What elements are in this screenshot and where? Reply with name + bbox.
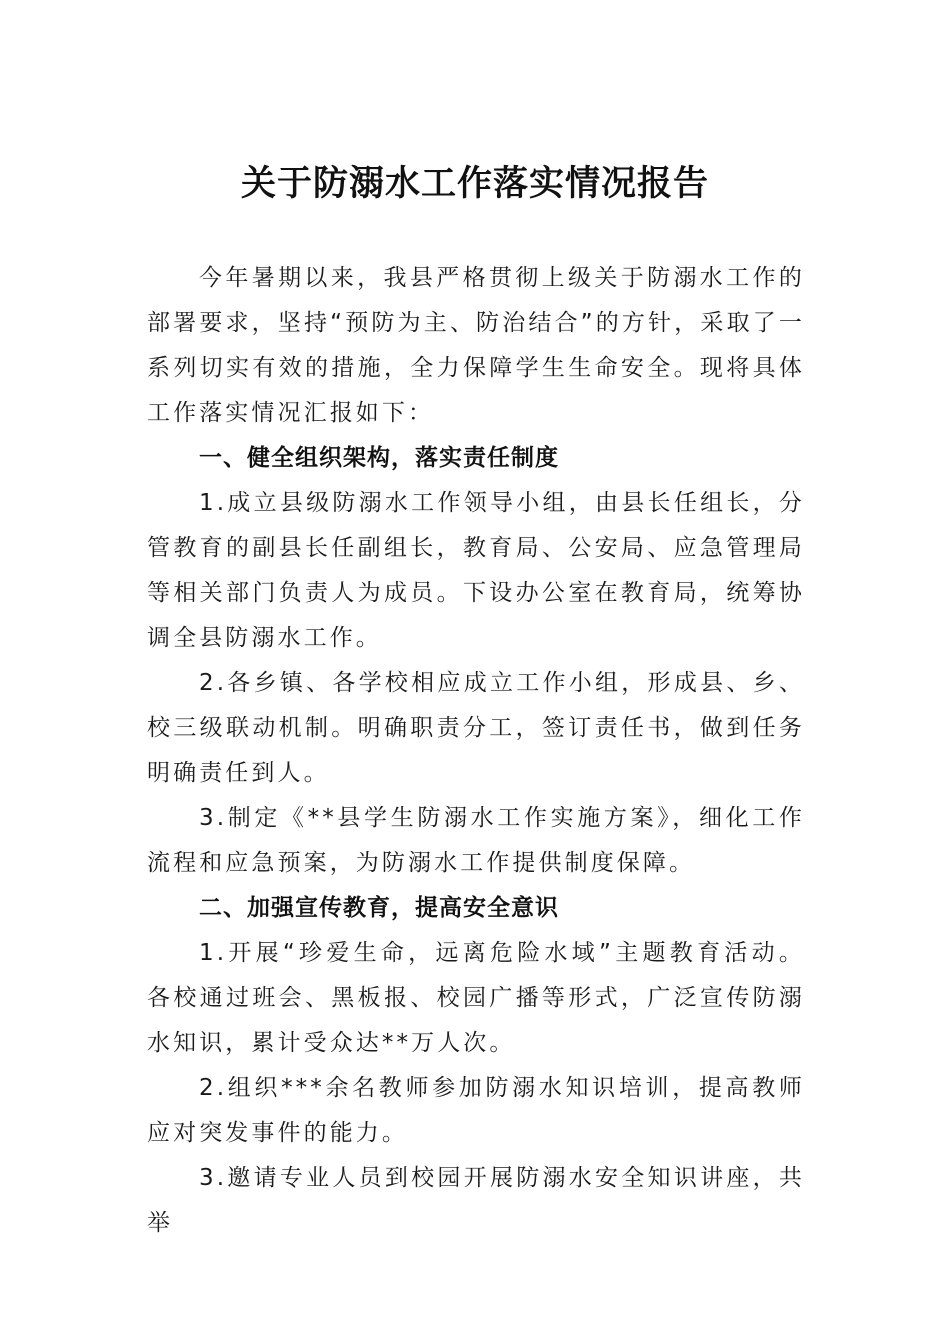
document-body [147, 256, 805, 1246]
section-1-item-2: 2.各乡镇、各学校相应成立工作小组，形成县、乡、校三级联动机制。明确职责分工，签订责任书，做到任务明确责任到人。 [147, 670, 805, 786]
section-1-item-1: 1.成立县级防溺水工作领导小组，由县长任组长，分管教育的副县长任副组长，教育局、公安局、应急管理局等相关部门负责人为成员。下设办公室在教育局，统筹协调全县防溺水工作。 [147, 490, 805, 651]
section-2-item-1: 1.开展“珍爱生命，远离危险水域”主题教育活动。各校通过班会、黑板报、校园广播等形式，广泛宣传防溺水知识，累计受众达**万人次。 [147, 940, 805, 1056]
section-heading-2: 二、加强宣传教育，提高安全意识 [199, 895, 559, 921]
document-title: 关于防溺水工作落实情况报告 [240, 163, 709, 204]
section-2-item-2: 2.组织***余名教师参加防溺水知识培训，提高教师应对突发事件的能力。 [147, 1075, 805, 1146]
intro-paragraph: 今年暑期以来，我县严格贯彻上级关于防溺水工作的部署要求，坚持“预防为主、防治结合”的方针，采取了一系列切实有效的措施，全力保障学生生命安全。现将具体工作落实情况汇报如下： [147, 265, 805, 426]
section-1-item-3: 3.制定《**县学生防溺水工作实施方案》，细化工作流程和应急预案，为防溺水工作提供制度保障。 [147, 805, 805, 876]
section-heading-1: 一、健全组织架构，落实责任制度 [199, 445, 559, 471]
section-2-item-3: 3.邀请专业人员到校园开展防溺水安全知识讲座，共举 [147, 1165, 805, 1236]
